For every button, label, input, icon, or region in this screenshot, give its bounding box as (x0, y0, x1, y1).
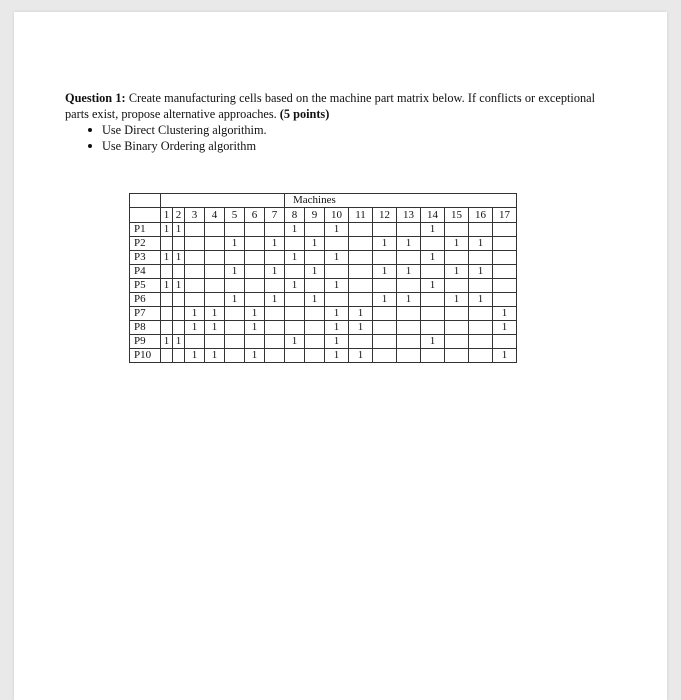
matrix-cell (305, 251, 325, 265)
matrix-cell (245, 279, 265, 293)
matrix-cell (265, 251, 285, 265)
matrix-cell: 1 (325, 349, 349, 363)
part-row (130, 321, 517, 335)
matrix-cell (373, 279, 397, 293)
matrix-cell (173, 349, 185, 363)
matrix-cell: 1 (397, 293, 421, 307)
matrix-cell: 1 (373, 265, 397, 279)
matrix-cell: 1 (373, 293, 397, 307)
part-row (130, 237, 517, 251)
part-label: P8 (130, 321, 161, 335)
matrix-cell (325, 293, 349, 307)
matrix-cell (265, 335, 285, 349)
matrix-cell: 1 (325, 251, 349, 265)
matrix-cell (421, 237, 445, 251)
matrix-cell: 1 (265, 293, 285, 307)
matrix-cell (493, 293, 517, 307)
machine-number: 15 (445, 208, 469, 223)
matrix-cell (205, 251, 225, 265)
part-label: P5 (130, 279, 161, 293)
question-label: Question 1: (65, 91, 126, 105)
matrix-cell (349, 279, 373, 293)
matrix-cell (493, 237, 517, 251)
corner-cell (130, 208, 161, 223)
matrix-cell: 1 (349, 307, 373, 321)
matrix-cell (469, 279, 493, 293)
matrix-cell: 1 (325, 307, 349, 321)
part-label: P9 (130, 335, 161, 349)
matrix-cell (349, 223, 373, 237)
machine-number: 16 (469, 208, 493, 223)
matrix-cell: 1 (397, 265, 421, 279)
instruction-item: Use Direct Clustering algorithim. (88, 122, 267, 138)
matrix-cell (205, 279, 225, 293)
matrix-cell (225, 349, 245, 363)
machine-number: 11 (349, 208, 373, 223)
matrix-cell: 1 (373, 237, 397, 251)
header-spacer-cell (161, 194, 285, 208)
matrix-cell (245, 335, 265, 349)
matrix-cell (445, 349, 469, 363)
matrix-cell (397, 223, 421, 237)
matrix-cell (161, 307, 173, 321)
matrix-cell: 1 (205, 321, 225, 335)
matrix-cell (173, 265, 185, 279)
matrix-cell (161, 293, 173, 307)
matrix-cell (469, 349, 493, 363)
matrix-cell (305, 321, 325, 335)
matrix-cell: 1 (445, 293, 469, 307)
matrix-cell (445, 251, 469, 265)
part-label: P1 (130, 223, 161, 237)
matrix-cell (185, 293, 205, 307)
matrix-cell: 1 (325, 279, 349, 293)
matrix-cell (225, 251, 245, 265)
matrix-cell (349, 237, 373, 251)
matrix-cell: 1 (469, 265, 493, 279)
machine-number: 6 (245, 208, 265, 223)
machine-number: 4 (205, 208, 225, 223)
matrix-cell: 1 (325, 335, 349, 349)
matrix-cell: 1 (325, 223, 349, 237)
matrix-cell (325, 237, 349, 251)
matrix-cell (349, 293, 373, 307)
matrix-cell (397, 349, 421, 363)
matrix-cell (493, 335, 517, 349)
matrix-cell: 1 (173, 251, 185, 265)
matrix-cell (173, 293, 185, 307)
matrix-cell: 1 (469, 237, 493, 251)
matrix-cell: 1 (493, 349, 517, 363)
matrix-cell: 1 (205, 307, 225, 321)
part-row (130, 279, 517, 293)
matrix-cell (185, 279, 205, 293)
matrix-cell (185, 223, 205, 237)
matrix-cell (285, 237, 305, 251)
question-points: (5 points) (279, 107, 330, 121)
matrix-cell (265, 321, 285, 335)
matrix-cell: 1 (445, 265, 469, 279)
matrix-cell (305, 335, 325, 349)
matrix-cell (373, 349, 397, 363)
matrix-cell (421, 293, 445, 307)
matrix-cell (445, 223, 469, 237)
matrix-cell (469, 335, 493, 349)
matrix-cell: 1 (173, 335, 185, 349)
matrix-cell (445, 335, 469, 349)
machine-number: 5 (225, 208, 245, 223)
machine-number: 3 (185, 208, 205, 223)
matrix-cell: 1 (421, 223, 445, 237)
matrix-cell: 1 (161, 251, 173, 265)
matrix-cell: 1 (161, 223, 173, 237)
matrix-cell (245, 223, 265, 237)
matrix-cell (373, 307, 397, 321)
matrix-cell (205, 293, 225, 307)
matrix-cell: 1 (185, 321, 205, 335)
machines-header: Machines (285, 194, 517, 208)
matrix-cell (469, 223, 493, 237)
machine-number: 8 (285, 208, 305, 223)
matrix-cell: 1 (325, 321, 349, 335)
part-label: P2 (130, 237, 161, 251)
matrix-cell (185, 265, 205, 279)
matrix-cell: 1 (421, 251, 445, 265)
matrix-cell (205, 265, 225, 279)
matrix-cell (469, 307, 493, 321)
matrix-cell (185, 251, 205, 265)
matrix-cell (349, 251, 373, 265)
machine-number: 10 (325, 208, 349, 223)
part-row (130, 293, 517, 307)
matrix-cell (285, 293, 305, 307)
matrix-cell (225, 279, 245, 293)
machine-part-matrix (129, 193, 517, 363)
matrix-cell (205, 237, 225, 251)
matrix-cell (185, 335, 205, 349)
instruction-list (88, 122, 267, 154)
question-text (65, 90, 595, 122)
matrix-cell: 1 (265, 265, 285, 279)
matrix-cell (161, 349, 173, 363)
machine-number: 17 (493, 208, 517, 223)
matrix-cell (285, 265, 305, 279)
matrix-cell (469, 321, 493, 335)
matrix-cell (397, 307, 421, 321)
matrix-cell: 1 (245, 349, 265, 363)
matrix-cell: 1 (305, 293, 325, 307)
matrix-cell: 1 (245, 321, 265, 335)
matrix-cell (245, 293, 265, 307)
matrix-cell (205, 335, 225, 349)
matrix-cell: 1 (225, 265, 245, 279)
machine-number: 9 (305, 208, 325, 223)
matrix-cell (185, 237, 205, 251)
matrix-cell: 1 (421, 335, 445, 349)
matrix-cell (225, 223, 245, 237)
matrix-cell (421, 265, 445, 279)
matrix-cell (305, 307, 325, 321)
matrix-cell (397, 321, 421, 335)
matrix-cell (421, 321, 445, 335)
matrix-cell: 1 (205, 349, 225, 363)
matrix-cell: 1 (469, 293, 493, 307)
matrix-cell (225, 335, 245, 349)
matrix-cell (397, 279, 421, 293)
matrix-cell (245, 265, 265, 279)
matrix-cell (373, 321, 397, 335)
matrix-cell: 1 (285, 335, 305, 349)
matrix-cell: 1 (305, 265, 325, 279)
matrix-cell: 1 (285, 279, 305, 293)
matrix-cell: 1 (265, 237, 285, 251)
matrix-cell (265, 307, 285, 321)
matrix-cell (493, 251, 517, 265)
matrix-cell (225, 321, 245, 335)
matrix-cell (173, 321, 185, 335)
matrix-cell (445, 279, 469, 293)
matrix-cell (373, 335, 397, 349)
matrix-cell: 1 (305, 237, 325, 251)
matrix-cell (349, 335, 373, 349)
matrix-cell (493, 223, 517, 237)
matrix-cell: 1 (245, 307, 265, 321)
matrix-cell (285, 349, 305, 363)
matrix-cell (245, 237, 265, 251)
part-row (130, 349, 517, 363)
matrix-cell (285, 321, 305, 335)
part-row (130, 265, 517, 279)
machine-number: 13 (397, 208, 421, 223)
matrix-cell: 1 (421, 279, 445, 293)
matrix-cell: 1 (349, 321, 373, 335)
matrix-cell (305, 279, 325, 293)
matrix-cell: 1 (225, 293, 245, 307)
matrix-cell (325, 265, 349, 279)
corner-cell (130, 194, 161, 208)
matrix-cell: 1 (185, 349, 205, 363)
matrix-cell (445, 321, 469, 335)
matrix-cell: 1 (161, 335, 173, 349)
part-label: P4 (130, 265, 161, 279)
matrix-cell: 1 (173, 279, 185, 293)
part-label: P3 (130, 251, 161, 265)
matrix-cell (373, 223, 397, 237)
matrix-cell (397, 251, 421, 265)
matrix-cell (397, 335, 421, 349)
part-label: P6 (130, 293, 161, 307)
matrix-cell (245, 251, 265, 265)
matrix-cell (265, 279, 285, 293)
part-label: P7 (130, 307, 161, 321)
matrix-cell (285, 307, 305, 321)
matrix-cell: 1 (173, 223, 185, 237)
matrix-cell (305, 349, 325, 363)
matrix-cell: 1 (161, 279, 173, 293)
instruction-item: Use Binary Ordering algorithm (88, 138, 267, 154)
matrix-cell (349, 265, 373, 279)
matrix-cell (421, 307, 445, 321)
matrix-cell: 1 (397, 237, 421, 251)
matrix-cell (173, 307, 185, 321)
part-row (130, 251, 517, 265)
matrix-cell (161, 321, 173, 335)
part-row (130, 223, 517, 237)
matrix-cell (493, 265, 517, 279)
matrix-cell: 1 (493, 321, 517, 335)
matrix-cell: 1 (285, 251, 305, 265)
part-row (130, 307, 517, 321)
machine-number: 12 (373, 208, 397, 223)
question-body: Create manufacturing cells based on the machine part matrix below. If conflicts or exceptional parts exist, propose alternative approaches. (65, 91, 595, 121)
matrix-cell (445, 307, 469, 321)
matrix-cell (161, 265, 173, 279)
machine-number: 2 (173, 208, 185, 223)
matrix-cell: 1 (225, 237, 245, 251)
part-row (130, 335, 517, 349)
matrix-cell: 1 (285, 223, 305, 237)
machine-number: 14 (421, 208, 445, 223)
matrix-cell: 1 (185, 307, 205, 321)
matrix-cell (493, 279, 517, 293)
matrix-cell: 1 (445, 237, 469, 251)
matrix-cell (173, 237, 185, 251)
matrix-cell (265, 223, 285, 237)
matrix-cell (265, 349, 285, 363)
matrix-cell (205, 223, 225, 237)
matrix-cell: 1 (349, 349, 373, 363)
matrix-cell (421, 349, 445, 363)
machine-number: 1 (161, 208, 173, 223)
matrix-cell (469, 251, 493, 265)
machine-number: 7 (265, 208, 285, 223)
matrix-cell (305, 223, 325, 237)
matrix-cell (373, 251, 397, 265)
matrix-cell (225, 307, 245, 321)
matrix-cell: 1 (493, 307, 517, 321)
matrix-cell (161, 237, 173, 251)
part-label: P10 (130, 349, 161, 363)
